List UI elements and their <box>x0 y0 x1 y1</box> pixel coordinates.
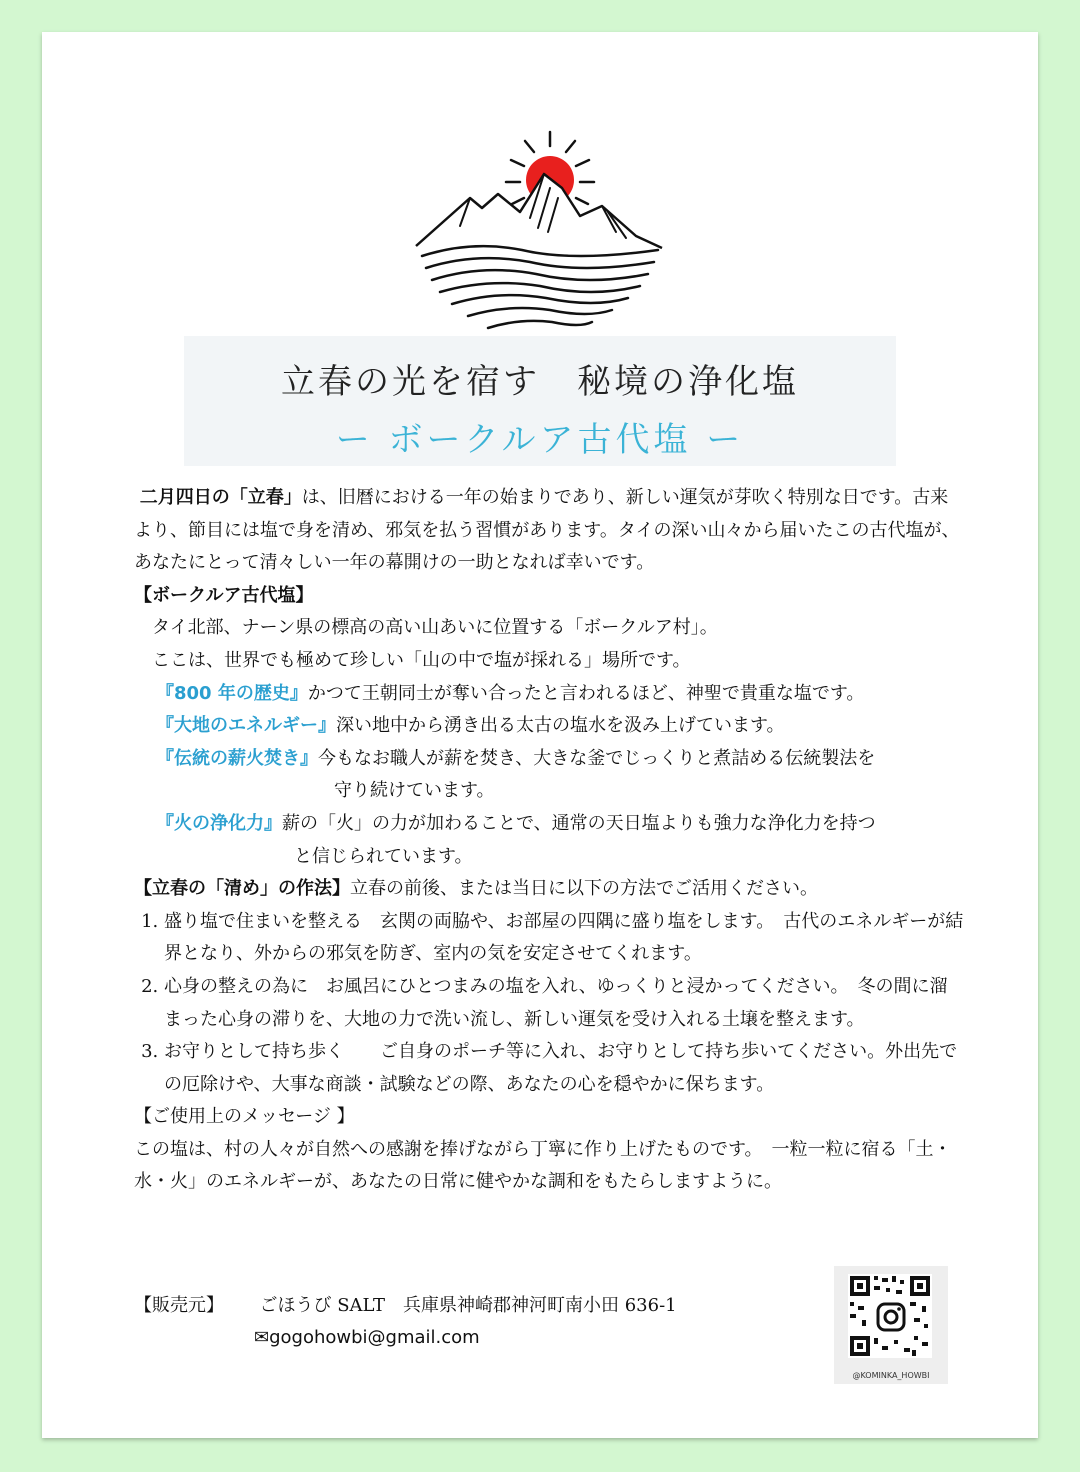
section1-line2: ここは、世界でも極めて珍しい「山の中で塩が採れる」場所です。 <box>152 649 691 671</box>
title-banner <box>184 336 896 466</box>
feature-item <box>134 710 964 743</box>
feature-continuation: と信じられています。 <box>294 845 473 867</box>
footer <box>134 1290 677 1354</box>
feature-item <box>134 743 964 776</box>
intro-paragraph <box>134 482 964 580</box>
intro-text: は、旧暦における一年の始まりであり、新しい運気が芽吹く特別な日です。古来より、節目には塩で身を清め、邪気を払う習慣があります。タイの深い山々から届いたこの古代塩が、あなたにとって清々しい一年の幕開けの一助となれば幸いです。 <box>134 487 960 574</box>
main-title: 立春の光を宿す 秘境の浄化塩 <box>281 362 799 402</box>
method-list <box>134 906 964 1102</box>
seller-label: 【販売元】 <box>134 1295 224 1316</box>
qr-pattern-icon <box>834 1266 948 1370</box>
feature-item <box>134 678 964 711</box>
intro-lead: 二月四日の「立春」 <box>139 487 302 508</box>
section2-heading: 【立春の「清め」の作法】 <box>134 878 350 900</box>
email-row <box>134 1322 677 1354</box>
mail-icon: ✉ <box>254 1327 270 1348</box>
section3-heading: 【ご使用上のメッセージ 】 <box>134 1106 355 1128</box>
feature-text: かつて王朝同士が奪い合ったと言われるほど、神聖で貴重な塩です。 <box>307 682 865 704</box>
section3-text: この塩は、村の人々が自然への感謝を捧げながら丁寧に作り上げたものです。 一粒一粒に宿る「土・水・火」のエネルギーが、あなたの日常に健やかな調和をもたらしますように。 <box>134 1138 952 1193</box>
list-item: 2. 心身の整えの為に お風呂にひとつまみの塩を入れ、ゆっくりと浸かってください。 冬の間に溜まった心身の滞りを、大地の力で洗い流し、新しい運気を受け入れる土壌を整えます。 <box>164 971 964 1036</box>
feature-label: 『伝統の薪火焚き』 <box>156 747 318 769</box>
section2-heading-row <box>134 873 964 906</box>
list-item: 3. お守りとして持ち歩く ご自身のポーチ等に入れ、お守りとして持ち歩いてください。外出先での厄除けや、大事な商談・試験などの際、あなたの心を穏やかに保ちます。 <box>164 1036 964 1101</box>
list-item: 1. 盛り塩で住まいを整える 玄関の両脇や、お部屋の四隅に盛り塩をします。 古代のエネルギーが結界となり、外からの邪気を防ぎ、室内の気を安定させてくれます。 <box>164 906 964 971</box>
flyer-page <box>42 32 1038 1438</box>
feature-text: 薪の「火」の力が加わることで、通常の天日塩よりも強力な浄化力を持つ <box>282 812 876 834</box>
mountain-sun-logo <box>412 128 668 342</box>
feature-label: 『800 年の歴史』 <box>156 682 308 704</box>
email-link[interactable]: gogohowbi@gmail.com <box>269 1327 480 1348</box>
waves-icon <box>422 246 658 328</box>
sub-title: ー ボークルア古代塩 ー <box>335 420 745 460</box>
seller-row <box>134 1290 677 1322</box>
feature-text: 今もなお職人が薪を焚き、大きな釜でじっくりと煮詰める伝統製法を <box>318 747 876 769</box>
feature-item <box>134 808 964 841</box>
section2-intro: 立春の前後、または当日に以下の方法でご活用ください。 <box>350 878 818 900</box>
feature-label: 『大地のエネルギー』 <box>156 715 336 737</box>
body-content <box>134 482 964 1199</box>
feature-label: 『火の浄化力』 <box>156 812 282 834</box>
section1-line1: タイ北部、ナーン県の標高の高い山あいに位置する「ボークルア村」。 <box>152 617 718 639</box>
seller-info: ごほうび SALT 兵庫県神崎郡神河町南小田 636-1 <box>259 1295 677 1316</box>
qr-code[interactable] <box>834 1266 948 1384</box>
section1-heading: 【ボークルア古代塩】 <box>134 584 314 606</box>
feature-continuation: 守り続けています。 <box>334 780 495 802</box>
qr-label: @KOMINKA_HOWBI <box>852 1371 930 1380</box>
feature-text: 深い地中から湧き出る太古の塩水を汲み上げています。 <box>336 715 785 737</box>
